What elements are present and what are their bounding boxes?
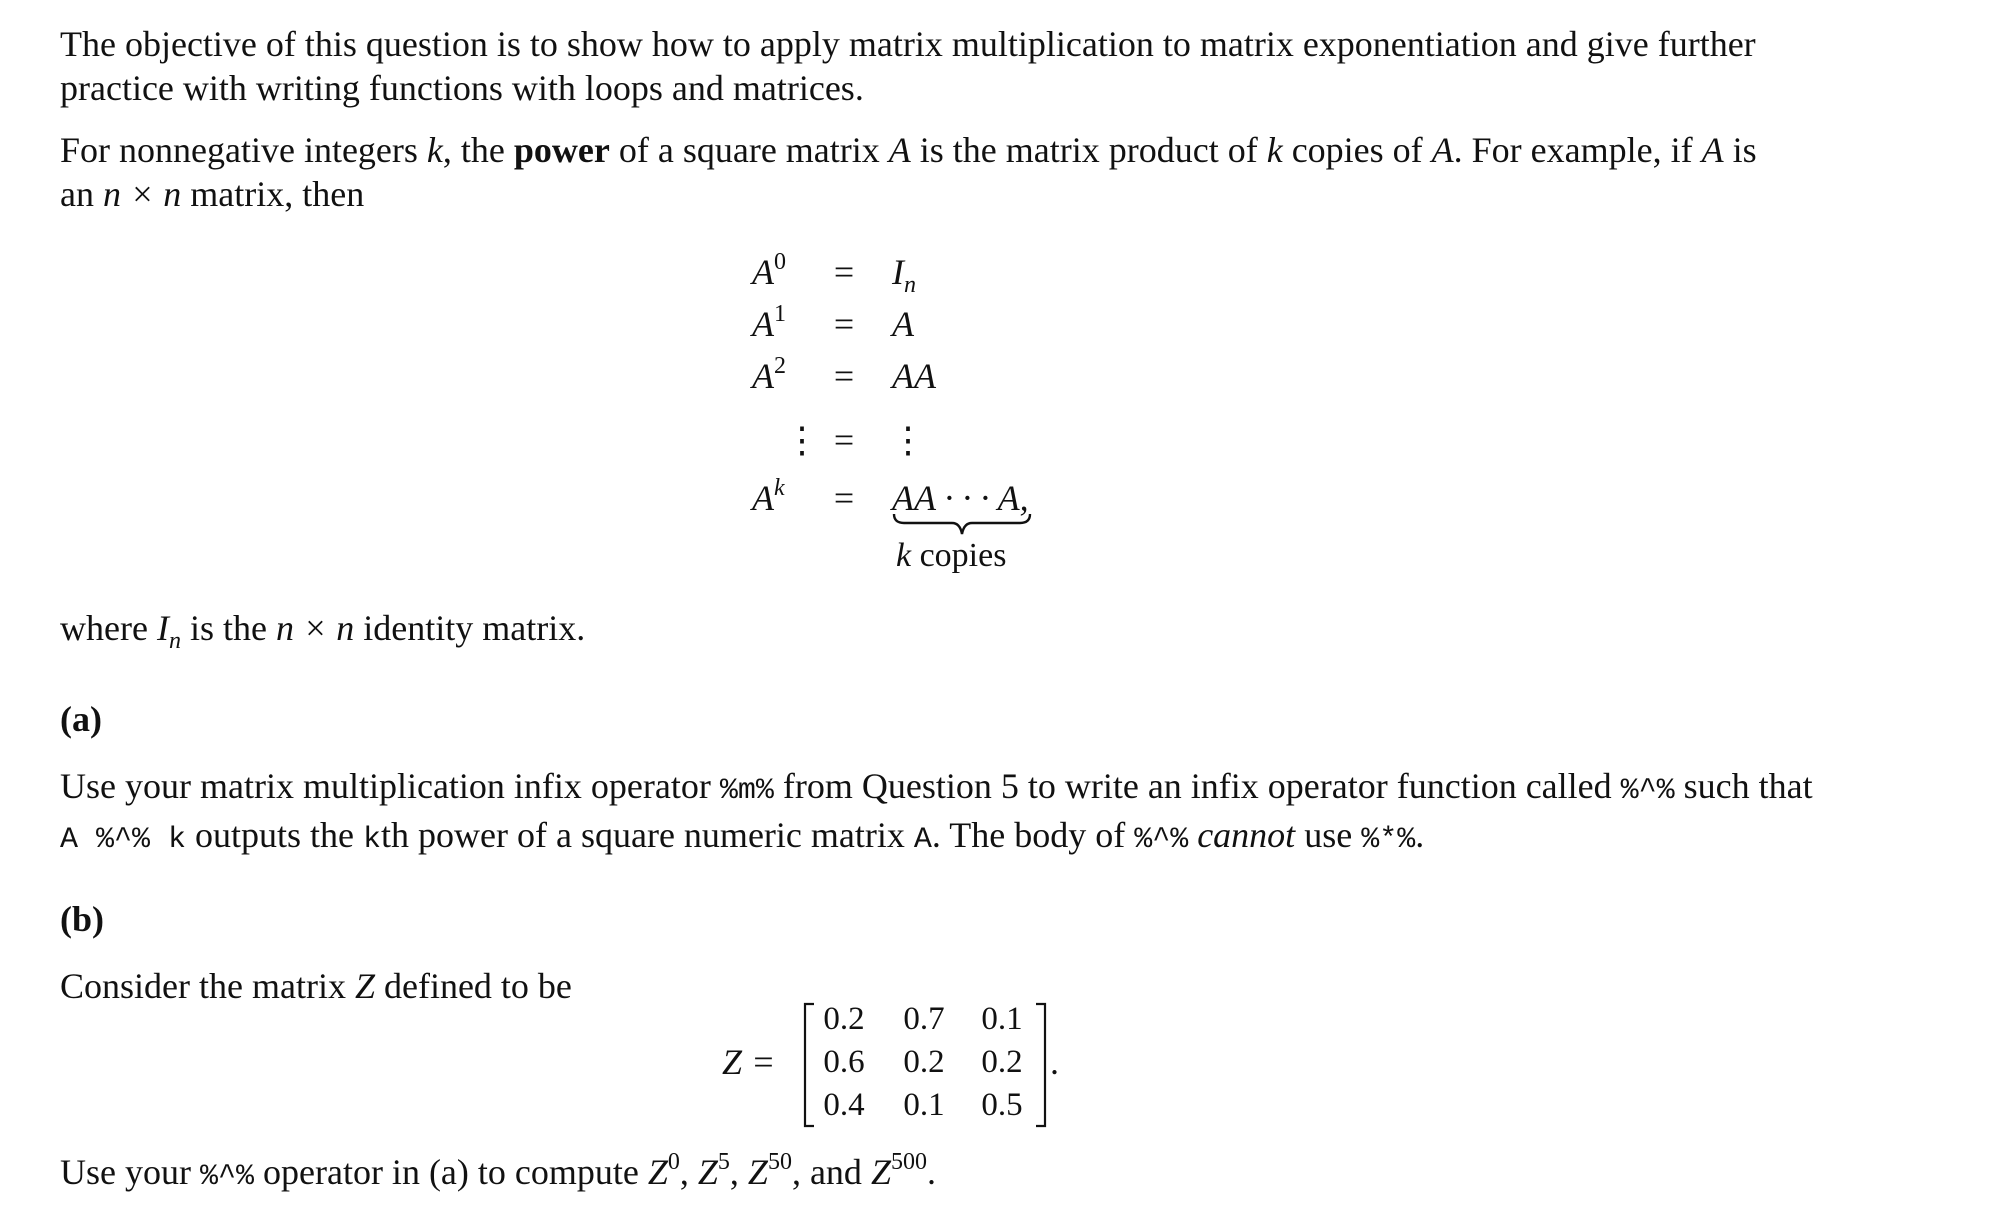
- eq-lhs-sup: k: [774, 475, 785, 501]
- matrix-cell: 0.2: [903, 1044, 945, 1080]
- code-A-pow-k: A %^% k: [60, 823, 187, 857]
- objective-text: The objective of this question is to show how to apply matrix multiplication to matrix exponentiation and give further practice with writing functions with loops and matrices.: [60, 24, 1756, 108]
- matrix-label: [722, 1040, 775, 1084]
- exponent: 5: [717, 1149, 730, 1175]
- definition-paragraph: [60, 128, 1760, 216]
- code-A: A: [913, 823, 932, 857]
- eq-sign: =: [833, 420, 855, 460]
- eq-rhs-sub: n: [904, 272, 916, 299]
- eq-sign: =: [833, 356, 855, 396]
- part-a-segment: outputs the: [186, 815, 364, 855]
- math-I: I: [156, 608, 169, 648]
- part-b-heading: (b): [60, 899, 104, 939]
- matrix-label-text: Z =: [722, 1042, 776, 1082]
- eq-lhs-sup: 0: [774, 249, 786, 275]
- matrix-cell: 0.5: [981, 1087, 1023, 1123]
- math-Z: Z: [354, 966, 375, 1006]
- math-nxn: n × n: [275, 608, 355, 648]
- power-term: power: [513, 130, 610, 170]
- eq-lhs-base: A: [752, 304, 774, 344]
- eq-lhs-base: A: [752, 478, 774, 518]
- part-a-segment: .: [1415, 815, 1425, 855]
- math-Z: Z: [747, 1152, 768, 1192]
- part-a-segment: th power of a square numeric matrix: [381, 815, 914, 855]
- def-text: . For example, if: [1453, 130, 1702, 170]
- matrix-period: .: [1050, 1042, 1059, 1082]
- part-a-segment: from Question 5 to write an infix operator function called: [773, 766, 1621, 806]
- part-a-text: [60, 764, 1820, 862]
- part-b-segment: Use your: [60, 1152, 200, 1192]
- part-b-segment: Consider the matrix: [60, 966, 355, 1006]
- where-text: is the: [180, 608, 276, 648]
- matrix-cell: 0.2: [981, 1044, 1023, 1080]
- separator: ,: [679, 1152, 698, 1192]
- matrix-cell: 0.6: [823, 1044, 865, 1080]
- def-text: is the matrix product of: [910, 130, 1267, 170]
- identity-note: [60, 606, 1760, 655]
- def-text: of a square matrix: [609, 130, 889, 170]
- vdots-lhs: ⋮: [784, 420, 820, 460]
- objective-paragraph: [60, 22, 1760, 110]
- math-k: k: [426, 130, 443, 170]
- part-a-segment: such that: [1674, 766, 1813, 806]
- math-nxn: n × n: [102, 174, 182, 214]
- eq-rhs: A: [892, 304, 914, 344]
- eq-rhs: AA · · · A,: [892, 478, 1029, 518]
- brace-label-text: copies: [911, 537, 1007, 574]
- exponent: 50: [767, 1149, 792, 1175]
- eq-lhs-sup: 2: [774, 353, 786, 379]
- math-k: k: [1266, 130, 1283, 170]
- brace-label-k: k: [896, 537, 912, 574]
- operator-pow: %^%: [199, 1160, 254, 1194]
- matrix-cell: 0.7: [903, 1001, 945, 1037]
- eq-rhs: I: [892, 252, 904, 292]
- part-a-segment: Use your matrix multiplication infix operator: [60, 766, 720, 806]
- math-Z: Z: [697, 1152, 718, 1192]
- math-Z: Z: [870, 1152, 891, 1192]
- exponent: 500: [890, 1149, 927, 1175]
- operator-pow: %^%: [1134, 823, 1189, 857]
- code-k: k: [363, 823, 382, 857]
- def-text: , the: [442, 130, 514, 170]
- matrix-cell: 0.4: [823, 1087, 865, 1123]
- part-b-segment: operator in (a) to compute: [254, 1152, 648, 1192]
- where-text: identity matrix.: [354, 608, 586, 648]
- separator: .: [926, 1152, 936, 1192]
- matrix-cell: 0.1: [981, 1001, 1023, 1037]
- exponent: 0: [667, 1149, 680, 1175]
- matrix-cell: 0.1: [903, 1087, 945, 1123]
- part-a-heading: (a): [60, 699, 102, 739]
- eq-sign: =: [833, 252, 855, 292]
- separator: , and: [791, 1152, 871, 1192]
- part-b-segment: defined to be: [374, 966, 572, 1006]
- def-text: matrix, then: [181, 174, 365, 214]
- eq-lhs-base: A: [752, 252, 774, 292]
- math-A: A: [1701, 130, 1724, 170]
- eq-rhs: AA: [892, 356, 936, 396]
- operator-star: %*%: [1361, 823, 1416, 857]
- cannot-emphasis: cannot: [1197, 815, 1296, 855]
- math-n-sub: n: [168, 628, 181, 655]
- brace-label: [896, 534, 1006, 578]
- part-b-instruction: [60, 1150, 1760, 1199]
- eq-lhs-sup: 1: [774, 301, 786, 327]
- separator: ,: [729, 1152, 748, 1192]
- def-text: is an: [60, 130, 1757, 214]
- operator-pow: %^%: [1620, 774, 1675, 808]
- def-text: For nonnegative integers: [60, 130, 427, 170]
- def-text: copies of: [1282, 130, 1432, 170]
- part-a-segment: use: [1295, 815, 1362, 855]
- eq-lhs-base: A: [752, 356, 774, 396]
- eq-sign: =: [833, 304, 855, 344]
- operator-m: %m%: [719, 774, 774, 808]
- matrix-cell: 0.2: [823, 1001, 865, 1037]
- part-a-segment: . The body of: [931, 815, 1135, 855]
- math-A: A: [1431, 130, 1454, 170]
- math-Z: Z: [647, 1152, 668, 1192]
- eq-sign: =: [833, 478, 855, 518]
- where-text: where: [60, 608, 157, 648]
- vdots-rhs: ⋮: [890, 420, 926, 460]
- part-a-segment: [1188, 815, 1197, 855]
- math-A: A: [888, 130, 911, 170]
